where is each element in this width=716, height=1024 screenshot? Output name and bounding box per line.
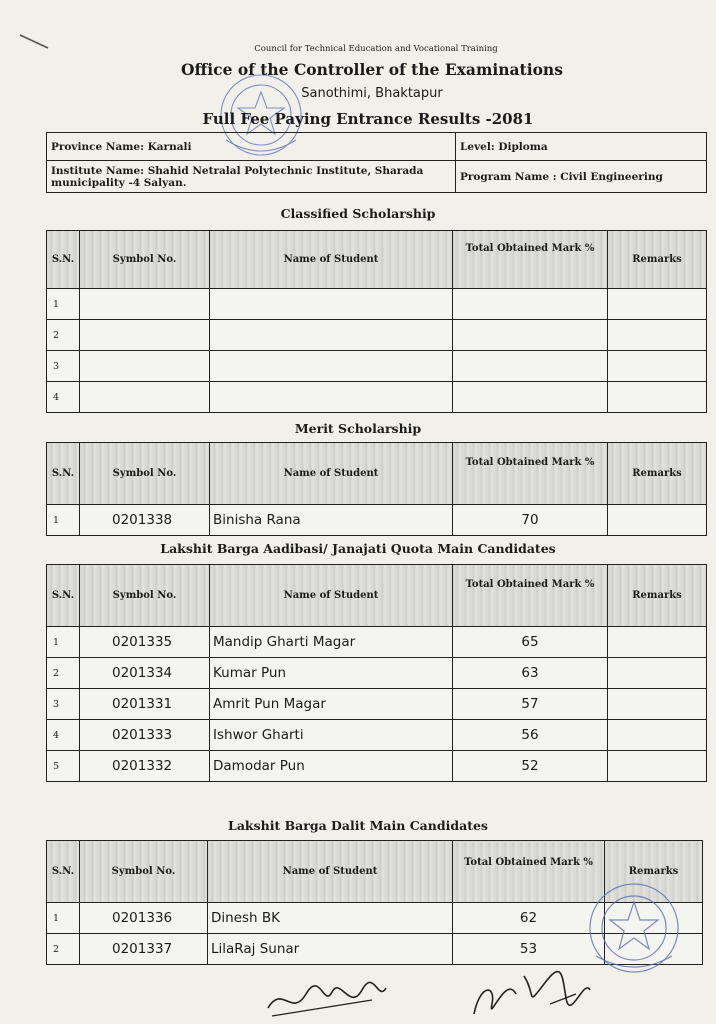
row-remarks — [608, 751, 707, 782]
col-mark: Total Obtained Mark % — [453, 841, 605, 903]
row-name: Damodar Pun — [210, 751, 453, 782]
row-sn: 4 — [47, 720, 80, 751]
row-symbol: 0201335 — [80, 627, 210, 658]
col-sn: S.N. — [47, 841, 80, 903]
col-sn: S.N. — [47, 443, 80, 505]
col-sn: S.N. — [47, 565, 80, 627]
row-symbol — [80, 289, 210, 320]
row-name: Kumar Pun — [210, 658, 453, 689]
row-remarks — [608, 382, 707, 413]
row-name: Binisha Rana — [210, 505, 453, 536]
row-remarks — [608, 320, 707, 351]
level: Level: Diploma — [456, 133, 707, 161]
section-title-classified: Classified Scholarship — [280, 206, 436, 221]
table-row — [47, 382, 707, 413]
row-symbol: 0201332 — [80, 751, 210, 782]
row-mark: 70 — [453, 505, 608, 536]
row-symbol: 0201333 — [80, 720, 210, 751]
row-mark — [453, 320, 608, 351]
section-title-dalit: Lakshit Barga Dalit Main Candidates — [228, 818, 488, 833]
row-name — [210, 289, 453, 320]
office-title: Office of the Controller of the Examinations — [181, 60, 563, 79]
office-location: Sanothimi, Bhaktapur — [301, 86, 443, 101]
province-name: Province Name: Karnali — [47, 133, 456, 161]
row-mark: 57 — [453, 689, 608, 720]
row-mark — [453, 382, 608, 413]
row-remarks — [608, 627, 707, 658]
table-row — [47, 351, 707, 382]
row-sn: 1 — [47, 903, 80, 934]
merit-scholarship-table — [46, 442, 707, 536]
row-sn: 3 — [47, 689, 80, 720]
row-remarks — [608, 720, 707, 751]
col-mark: Total Obtained Mark % — [453, 565, 608, 627]
row-symbol: 0201334 — [80, 658, 210, 689]
col-symbol: Symbol No. — [80, 443, 210, 505]
row-sn: 2 — [47, 934, 80, 965]
program-name: Program Name : Civil Engineering — [456, 161, 707, 193]
row-name: Amrit Pun Magar — [210, 689, 453, 720]
row-symbol — [80, 320, 210, 351]
col-name: Name of Student — [208, 841, 453, 903]
table-row — [47, 505, 707, 536]
col-sn: S.N. — [47, 231, 80, 289]
row-name — [210, 351, 453, 382]
col-mark: Total Obtained Mark % — [453, 231, 608, 289]
institute-name: Institute Name: Shahid Netralal Polytechnic Institute, Sharada municipality -4 Salyan. — [47, 161, 456, 193]
row-symbol: 0201338 — [80, 505, 210, 536]
row-symbol — [80, 382, 210, 413]
col-name: Name of Student — [210, 565, 453, 627]
col-remarks: Remarks — [608, 443, 707, 505]
row-remarks — [608, 289, 707, 320]
table-row — [47, 289, 707, 320]
row-symbol: 0201331 — [80, 689, 210, 720]
row-sn: 2 — [47, 320, 80, 351]
row-sn: 2 — [47, 658, 80, 689]
row-mark — [453, 289, 608, 320]
row-symbol: 0201337 — [80, 934, 208, 965]
row-name: Dinesh BK — [208, 903, 453, 934]
col-mark: Total Obtained Mark % — [453, 443, 608, 505]
col-remarks: Remarks — [608, 565, 707, 627]
row-mark: 56 — [453, 720, 608, 751]
council-name: Council for Technical Education and Vocational Training — [254, 44, 498, 54]
table-row — [47, 689, 707, 720]
row-mark: 53 — [453, 934, 605, 965]
row-sn: 4 — [47, 382, 80, 413]
row-remarks — [608, 505, 707, 536]
table-row — [47, 751, 707, 782]
row-sn: 3 — [47, 351, 80, 382]
signature-icon — [262, 978, 392, 1022]
row-mark: 63 — [453, 658, 608, 689]
col-remarks: Remarks — [605, 841, 703, 903]
table-row — [47, 627, 707, 658]
row-name: Mandip Gharti Magar — [210, 627, 453, 658]
janajati-quota-table — [46, 564, 707, 782]
col-symbol: Symbol No. — [80, 231, 210, 289]
col-symbol: Symbol No. — [80, 841, 208, 903]
official-seal-icon — [574, 878, 694, 978]
row-name: Ishwor Gharti — [210, 720, 453, 751]
signature-icon — [466, 964, 596, 1022]
row-mark: 52 — [453, 751, 608, 782]
row-mark: 65 — [453, 627, 608, 658]
row-sn: 1 — [47, 505, 80, 536]
row-mark — [453, 351, 608, 382]
row-name: LilaRaj Sunar — [208, 934, 453, 965]
row-sn: 5 — [47, 751, 80, 782]
table-row — [47, 658, 707, 689]
table-row — [47, 320, 707, 351]
row-remarks — [608, 689, 707, 720]
classified-scholarship-table — [46, 230, 707, 413]
institute-info-table — [46, 132, 707, 193]
row-sn: 1 — [47, 627, 80, 658]
row-remarks — [608, 658, 707, 689]
row-name — [210, 382, 453, 413]
row-symbol — [80, 351, 210, 382]
table-row — [47, 720, 707, 751]
col-name: Name of Student — [210, 231, 453, 289]
results-title: Full Fee Paying Entrance Results -2081 — [202, 110, 534, 128]
col-name: Name of Student — [210, 443, 453, 505]
row-name — [210, 320, 453, 351]
section-title-janajati: Lakshit Barga Aadibasi/ Janajati Quota Main Candidates — [160, 541, 556, 556]
section-title-merit: Merit Scholarship — [294, 421, 422, 436]
row-symbol: 0201336 — [80, 903, 208, 934]
row-mark: 62 — [453, 903, 605, 934]
row-sn: 1 — [47, 289, 80, 320]
col-remarks: Remarks — [608, 231, 707, 289]
row-remarks — [608, 351, 707, 382]
col-symbol: Symbol No. — [80, 565, 210, 627]
